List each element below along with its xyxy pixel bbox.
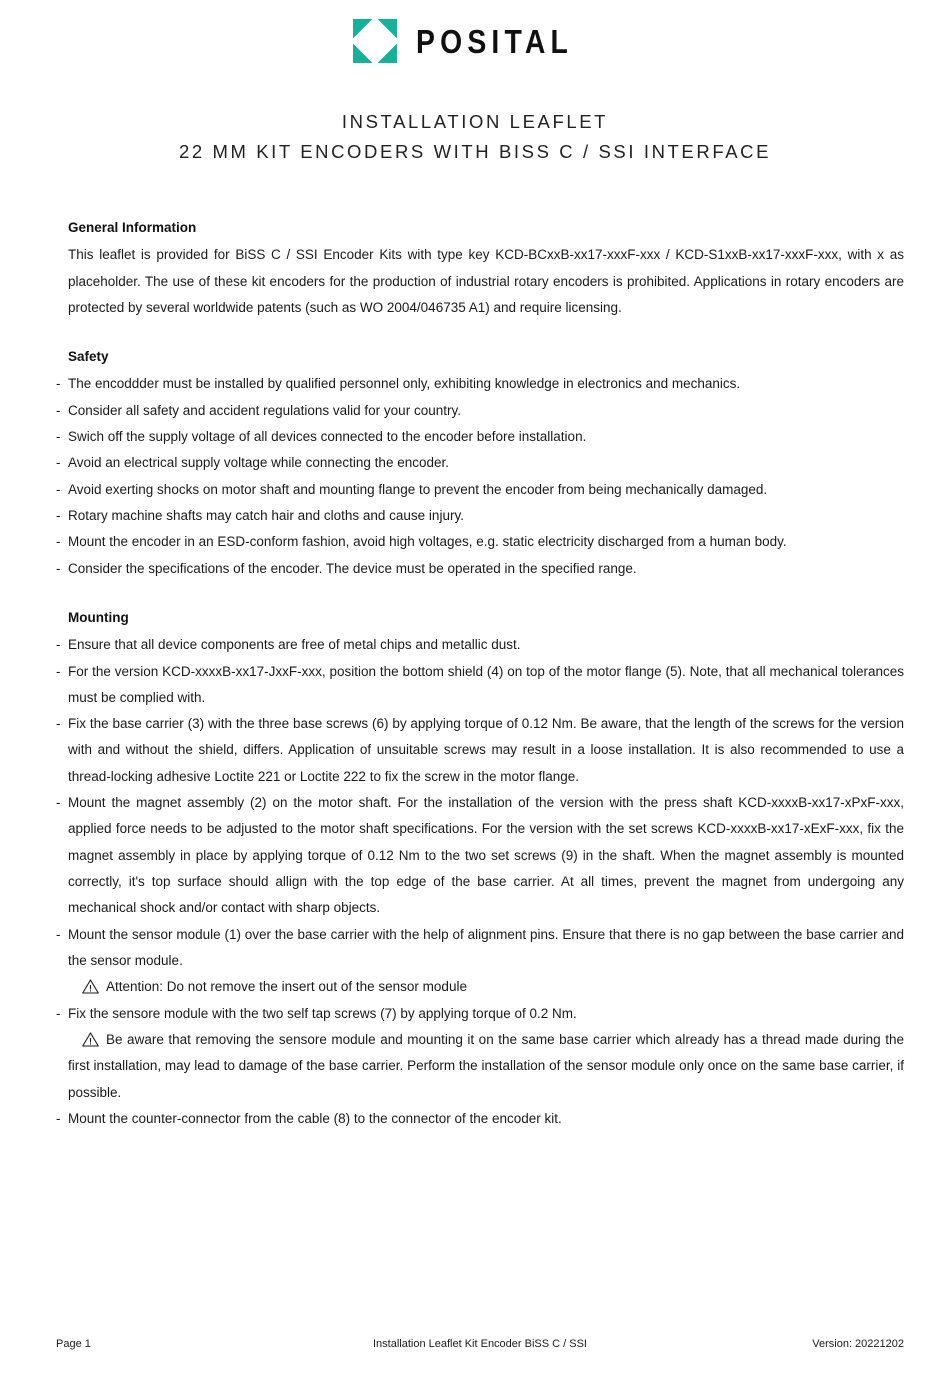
list-item: - The encoddder must be installed by qualified personnel only, exhibiting knowledge in electronics and mechanics. [56,371,904,397]
list-item: - Consider all safety and accident regulations valid for your country. [56,398,904,424]
list-item: - Avoid exerting shocks on motor shaft and mounting flange to prevent the encoder from being mechanically damaged. [56,477,904,503]
mounting-list-continued [56,1001,904,1027]
paragraph-general-information: This leaflet is provided for BiSS C / SSI Encoder Kits with type key KCD-BCxxB-xx17-xxxF-xxx / KCD-S1xxB-xx17-xxxF-xxx, with x as placeholder. The use of these kit encoders for the production of industrial rotary encoders is prohibited. Applications in rotary encoders are protected by several worldwide patents (such as WO 2004/046735 A1) and require licensing. [68,247,904,315]
heading-safety: Safety [68,349,109,365]
document-body [56,218,904,1132]
footer-page-number: Page 1 [56,1338,91,1350]
warning-note-text: Be aware that removing the sensore module and mounting it on the same base carrier which already has a thread made during the first installation, may lead to damage of the base carrier. Perform the installation of the sensor module only once on the same base carrier, if possible. [68,1031,904,1100]
list-item: - Rotary machine shafts may catch hair and cloths and cause injury. [56,503,904,529]
brand-wordmark: POSITAL [415,22,573,60]
list-item: - Swich off the supply voltage of all devices connected to the encoder before installation. [56,424,904,450]
posital-pinwheel-icon [352,18,398,64]
list-item: - Mount the sensor module (1) over the base carrier with the help of alignment pins. Ensure that there is no gap between the base carrier and the sensor module. [56,922,904,975]
footer-document-name: Installation Leaflet Kit Encoder BiSS C / SSI [372,1338,587,1350]
list-item: - For the version KCD-xxxxB-xx17-JxxF-xxx, position the bottom shield (4) on top of the motor flange (5). Note, that all mechanical tolerances must be complied with. [56,659,904,712]
list-item: - Ensure that all device components are free of metal chips and metallic dust. [56,632,904,658]
mounting-list [56,632,904,974]
logo-lockup [352,18,599,64]
attention-note-text: Attention: Do not remove the insert out of the sensor module [106,979,467,995]
heading-mounting: Mounting [68,609,129,625]
list-item: - Consider the specifications of the encoder. The device must be operated in the specified range. [56,556,904,582]
brand-header [0,18,950,64]
document-title: INSTALLATION LEAFLET [341,111,609,132]
footer-version: Version: 20221202 [812,1338,904,1350]
list-item: - Fix the base carrier (3) with the three base screws (6) by applying torque of 0.12 Nm. Be aware, that the length of the screws for the version with and without the shield, differs. Application of unsuitable screws may result in a loose installation. It is also recommended to use a thread-locking adhesive Loctite 221 or Loctite 222 to fix the screw in the motor flange. [56,711,904,790]
list-item: - Mount the magnet assembly (2) on the motor shaft. For the installation of the version with the press shaft KCD-xxxxB-xx17-xPxF-xxx, applied force needs to be adjusted to the motor shaft specifications. For the version with the set screws KCD-xxxxB-xx17-xExF-xxx, fix the magnet assembly in place by applying torque of 0.12 Nm to the two set screws (9) in the shaft. When the magnet assembly is mounted correctly, it's top surface should allign with the top edge of the base carrier. At all times, prevent the magnet from undergoing any mechanical shock and/or contact with sharp objects. [56,790,904,922]
list-item: - Mount the counter-connector from the cable (8) to the connector of the encoder kit. [56,1106,904,1132]
attention-note [56,974,904,1000]
warning-note [56,1027,904,1106]
safety-list [56,371,904,582]
list-item: - Avoid an electrical supply voltage while connecting the encoder. [56,450,904,476]
mounting-list-final [56,1106,904,1132]
heading-general-information: General Information [68,220,197,235]
page-footer [56,1338,904,1350]
list-item: - Mount the encoder in an ESD-conform fashion, avoid high voltages, e.g. static electricity discharged from a human body. [56,529,904,555]
list-item: - Fix the sensore module with the two self tap screws (7) by applying torque of 0.2 Nm. [56,1001,904,1027]
warning-triangle-icon [82,979,99,994]
document-subtitle: 22 MM KIT ENCODERS WITH BISS C / SSI INTERFACE [178,141,772,162]
warning-triangle-icon [82,1032,99,1047]
